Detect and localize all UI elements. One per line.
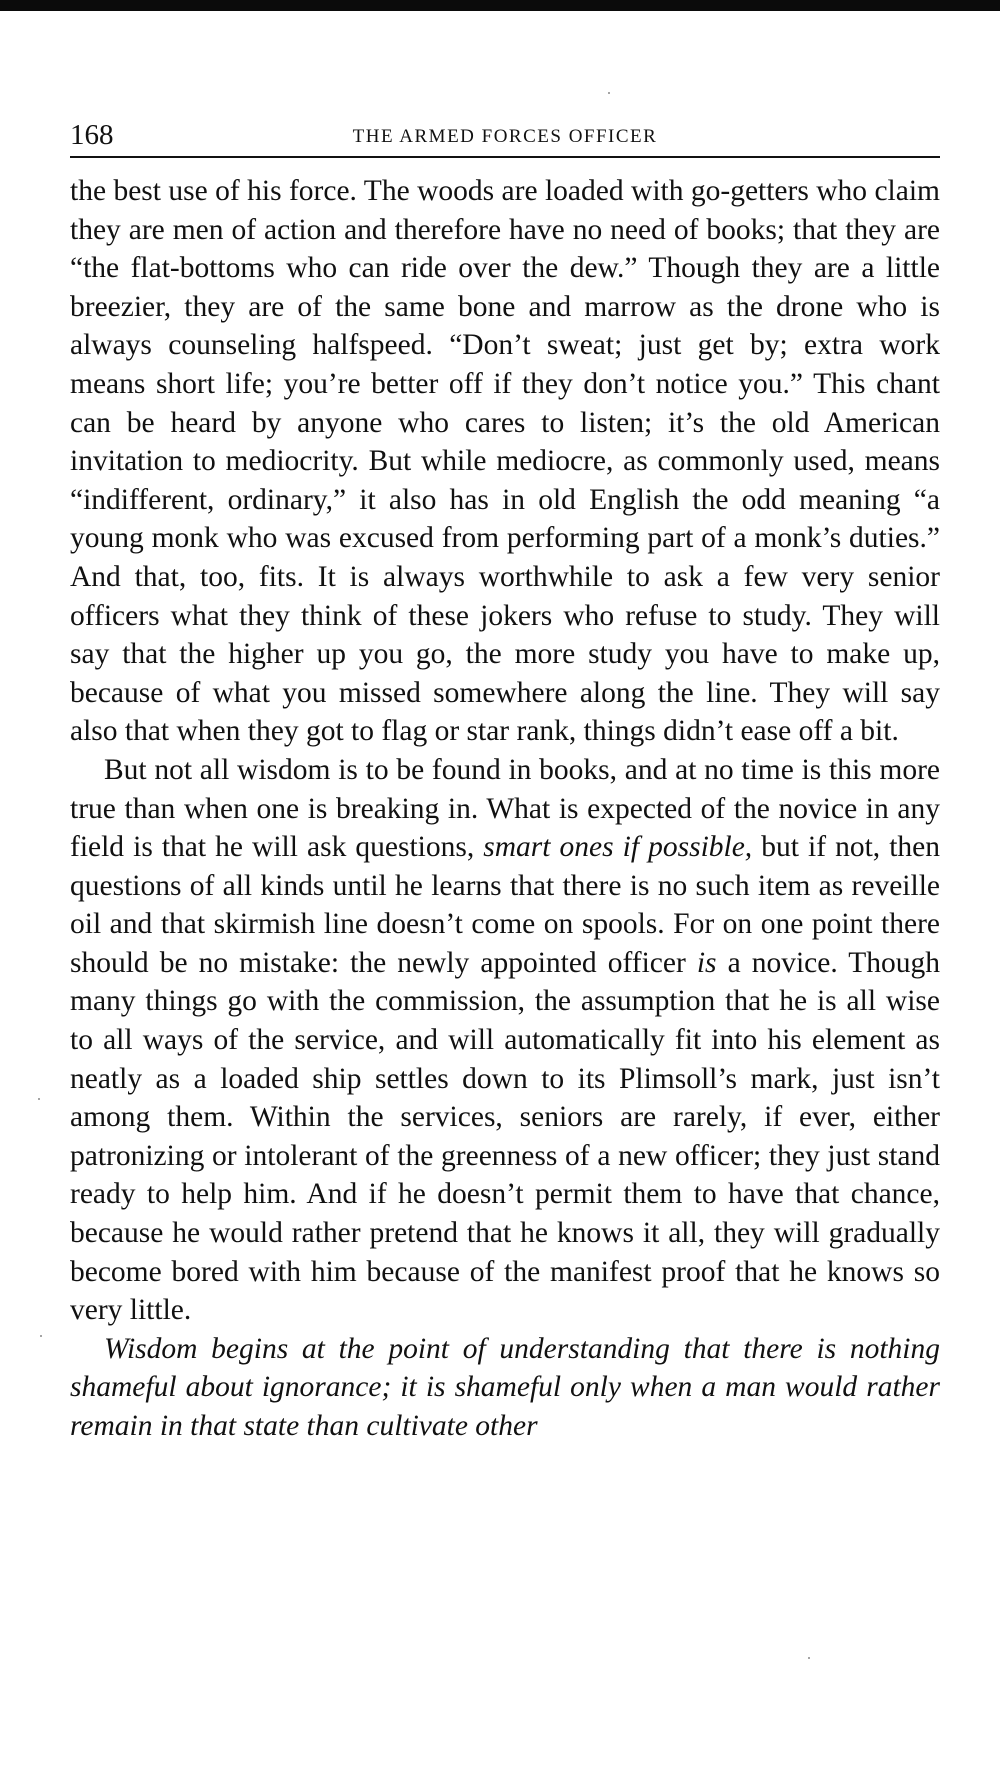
paragraph-2-emphasis-is: is: [696, 946, 717, 979]
paragraph-1-text: the best use of his force. The woods are loaded with go-getters who claim they are men of action and therefore have no need of books; that they are “the flat-bottoms who can ride over the dew.” Though they are a little breezier, they are of the same bone and marrow as the drone who is always counseling halfspeed. “Don’t sweat; just get by; extra work means short life; you’re better off if they don’t notice you.” This chant can be heard by anyone who cares to listen; it’s the old American invitation to mediocrity. But while mediocre, as commonly used, means “indifferent, ordinary,” it also has in old English the odd meaning “a young monk who was excused from performing part of a monk’s duties.” And that, too, fits. It is always worthwhile to ask a few very senior officers what they think of these jokers who refuse to study. They will say that the higher up you go, the more study you have to make up, because of what you missed somewhere along the line. They will say also that when they got to flag or star rank, things didn’t ease off a bit.: [70, 175, 940, 748]
paragraph-2: [70, 751, 940, 1330]
running-header: [70, 118, 940, 158]
paragraph-2-text-c: a novice. Though many things go with the commission, the assumption that he is all wise to all ways of the service, and will automatically fit into his element as neatly as a loaded ship settles down to its Plimsoll’s mark, just isn’t among them. Within the services, seniors are rarely, if ever, either patronizing or intolerant of the greenness of a new officer; they just stand ready to help him. And if he doesn’t permit them to have that chance, because he would rather pretend that he knows it all, they will gradually become bored with him because of the manifest proof that he knows so very little.: [70, 946, 940, 1327]
book-page: [70, 118, 940, 1446]
paragraph-2-text-b: but if not, then questions of all kinds until he learns that there is no such item as reveille oil and that skirmish line doesn’t come on spools. For on one point there should be no mistake: the newly appointed officer: [70, 831, 940, 979]
body-text: [70, 172, 940, 1446]
scan-speck: [38, 1098, 40, 1100]
scan-speck: [808, 1657, 810, 1659]
page-number: 168: [70, 119, 114, 151]
paragraph-1: [70, 172, 940, 751]
scan-speck: [608, 92, 610, 94]
paragraph-2-emphasis-smart-ones: smart ones if possible,: [483, 831, 753, 864]
scan-speck: [40, 1335, 42, 1337]
top-border-bar: [0, 0, 1000, 11]
running-title: THE ARMED FORCES OFFICER: [352, 126, 658, 147]
paragraph-2-text-a: But not all wisdom is to be found in books, and at no time is this more true than when one is breaking in. What is expected of the novice in any field is that he will ask questions,: [70, 753, 940, 864]
paragraph-3: [70, 1330, 940, 1446]
paragraph-3-italic-text: Wisdom begins at the point of understanding that there is nothing shameful about ignorance; it is shameful only when a man would rather remain in that state than cultivate other: [70, 1332, 940, 1442]
